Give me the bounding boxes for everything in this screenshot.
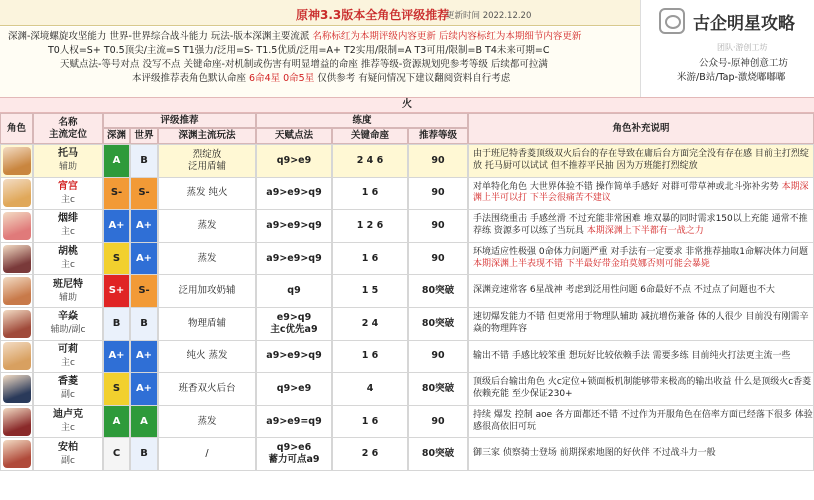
character-avatar xyxy=(0,242,33,276)
character-name-cell xyxy=(33,144,103,178)
table-row xyxy=(0,177,814,210)
character-name: 胡桃 xyxy=(58,246,78,258)
cons-cell: 2 4 xyxy=(332,307,408,341)
table-row xyxy=(0,274,814,307)
character-avatar xyxy=(0,437,33,471)
talent-cell: a9>e9>q9 xyxy=(256,340,332,374)
remark-cell xyxy=(468,242,814,276)
level-cell: 90 xyxy=(408,242,468,276)
character-role: 主c xyxy=(61,227,75,238)
remark-highlight: 本期深渊上半表现不错 下半最好带金珀莫娜否则可能会暴毙 xyxy=(473,258,710,269)
cons-cell: 1 6 xyxy=(332,340,408,374)
avatar xyxy=(3,375,31,403)
col-header-playstyle: 深渊主流玩法 xyxy=(158,128,256,144)
avatar xyxy=(3,212,31,240)
character-avatar xyxy=(0,340,33,374)
brand-line-1: 公众号-原神创意工坊 xyxy=(699,58,788,69)
remark-cell xyxy=(468,405,814,439)
table-row xyxy=(0,242,814,275)
remark-text: 对单特化角色 大世界体验不错 操作简单手感好 对群可带草神或北斗弥补劣势 xyxy=(473,181,782,192)
remark-text: 由于班尼特香菱顶级双火后台的存在导致在庸后台方面完全没有存在感 目前主打烈绽放 托马厨可以试试 但不推荐平民抽 因为万班能打烈绽放 xyxy=(473,149,809,171)
talent-cell: q9>e9 xyxy=(256,372,332,406)
character-name: 安柏 xyxy=(58,441,78,453)
character-role: 主c xyxy=(61,260,75,271)
abyss-grade: S+ xyxy=(103,274,130,308)
world-grade: B xyxy=(130,437,158,471)
talent-cell: a9>e9>q9 xyxy=(256,177,332,211)
character-role: 主c xyxy=(61,357,75,368)
table-row xyxy=(0,437,814,470)
remark-cell xyxy=(468,340,814,374)
col-header-abyss: 深渊 xyxy=(103,128,130,144)
talent-cell: a9>e9>q9 xyxy=(256,209,332,243)
abyss-grade: S xyxy=(103,242,130,276)
talent-cell: q9 xyxy=(256,274,332,308)
character-role: 副c xyxy=(61,455,75,466)
play-cell: 蒸发 xyxy=(158,405,256,439)
brand-box xyxy=(640,0,814,97)
talent-cell: e9>q9 主c优先a9 xyxy=(256,307,332,341)
character-name: 香菱 xyxy=(58,376,78,388)
cons-cell: 4 xyxy=(332,372,408,406)
avatar xyxy=(3,179,31,207)
table-row xyxy=(0,405,814,438)
brand-line-2: 米游/B站/Tap-激烧嘟嘟嘟 xyxy=(677,72,786,83)
remark-text: 环境适应性极强 0命体力问题严重 对手法有一定要求 非常推荐抽取1命解决体力问题 xyxy=(473,247,809,258)
world-grade: S- xyxy=(130,274,158,308)
note-line-2: T0人权=S+ T0.5顶尖/主流=S T1强力/泛用=S- T1.5优质/泛用=A+ T2实用/限制=A T3可用/限制=B T4未来可期=C xyxy=(48,45,550,56)
col-header-name: 名称 主流定位 xyxy=(33,113,103,144)
play-cell: 班香双火后台 xyxy=(158,372,256,406)
character-name: 宵宫 xyxy=(58,180,78,192)
remark-text: 手法围绕重击 手感丝滑 不过充能非常困难 堆双暴的同时需求150以上充能 通常不推荐练 资源多可以练了当玩具 xyxy=(473,214,808,236)
character-name: 烟绯 xyxy=(58,213,78,225)
col-header-remarks: 角色补充说明 xyxy=(468,113,814,144)
world-grade: B xyxy=(130,144,158,178)
col-header-talent: 天赋点法 xyxy=(256,128,332,144)
remark-text: 速切爆发能力不错 但更常用于物理队辅助 减抗增伤兼备 体的人很少 目前没有刚需辛焱的物理阵容 xyxy=(473,312,809,334)
title-bar xyxy=(0,0,640,26)
remark-cell xyxy=(468,437,814,471)
character-name-cell xyxy=(33,209,103,243)
play-cell: 物理盾辅 xyxy=(158,307,256,341)
world-grade: S- xyxy=(130,177,158,211)
talent-cell: a9>e9=q9 xyxy=(256,405,332,439)
character-avatar xyxy=(0,209,33,243)
world-grade: B xyxy=(130,307,158,341)
abyss-grade: S- xyxy=(103,177,130,211)
remark-text: 御三家 侦察骑士登场 前期探索地图的好伙伴 不过战斗力一般 xyxy=(473,448,716,459)
remark-highlight: 本期深渊上下半都有一战之力 xyxy=(586,225,704,236)
cons-cell: 2 4 6 xyxy=(332,144,408,178)
col-header-training: 练度 xyxy=(256,113,468,128)
cons-cell: 1 6 xyxy=(332,242,408,276)
level-cell: 80突破 xyxy=(408,307,468,341)
character-role: 主c xyxy=(61,423,75,434)
character-avatar xyxy=(0,274,33,308)
brand-subtitle: 团队·游创工坊 xyxy=(717,43,768,52)
level-cell: 90 xyxy=(408,340,468,374)
abyss-grade: C xyxy=(103,437,130,471)
remark-cell xyxy=(468,274,814,308)
world-grade: A+ xyxy=(130,340,158,374)
character-name-cell xyxy=(33,405,103,439)
play-cell: / xyxy=(158,437,256,471)
character-name-cell xyxy=(33,372,103,406)
remark-cell xyxy=(468,209,814,243)
play-cell: 蒸发 xyxy=(158,209,256,243)
character-name: 班尼特 xyxy=(53,278,83,290)
world-grade: A xyxy=(130,405,158,439)
update-time: 更新时间 2022.12.20 xyxy=(446,11,532,21)
level-cell: 80突破 xyxy=(408,437,468,471)
world-grade: A+ xyxy=(130,372,158,406)
character-avatar xyxy=(0,307,33,341)
character-role: 主c xyxy=(61,194,75,205)
level-cell: 90 xyxy=(408,144,468,178)
character-role: 辅助 xyxy=(58,162,77,173)
avatar xyxy=(3,342,31,370)
remark-cell xyxy=(468,307,814,341)
level-cell: 90 xyxy=(408,177,468,211)
col-header-level: 推荐等级 xyxy=(408,128,468,144)
level-cell: 90 xyxy=(408,405,468,439)
world-grade: A+ xyxy=(130,242,158,276)
play-cell: 蒸发 纯火 xyxy=(158,177,256,211)
col-header-role: 角色 xyxy=(0,113,33,144)
note-line-4: 本评级推荐表角色默认命座 6命4星 0命5星 仅供参考 有疑问情况下建议翻阅资料自行考虑 xyxy=(132,73,511,84)
brand-name: 古企明星攻略 xyxy=(693,14,795,34)
avatar xyxy=(3,147,31,175)
character-avatar xyxy=(0,177,33,211)
level-cell: 80突破 xyxy=(408,274,468,308)
play-cell: 泛用加攻奶辅 xyxy=(158,274,256,308)
remark-cell xyxy=(468,372,814,406)
play-cell: 烈绽放 泛用盾辅 xyxy=(158,144,256,178)
world-grade: A+ xyxy=(130,209,158,243)
abyss-grade: B xyxy=(103,307,130,341)
character-name-cell xyxy=(33,242,103,276)
remark-cell xyxy=(468,144,814,178)
col-header-constellation: 关键命座 xyxy=(332,128,408,144)
cons-cell: 1 6 xyxy=(332,405,408,439)
note-line-1: 深渊-深境螺旋攻坚能力 世界-世界综合战斗能力 玩法-版本深渊主要流派 名称标红为本期评级内容更新 后续内容标红为本期细节内容更新 xyxy=(8,31,582,42)
table-row xyxy=(0,209,814,242)
header xyxy=(0,0,814,97)
talent-cell: a9>e9>q9 xyxy=(256,242,332,276)
play-cell: 蒸发 xyxy=(158,242,256,276)
character-avatar xyxy=(0,372,33,406)
abyss-grade: S xyxy=(103,372,130,406)
character-role: 辅助 xyxy=(58,292,77,303)
abyss-grade: A+ xyxy=(103,340,130,374)
abyss-grade: A+ xyxy=(103,209,130,243)
character-name: 辛焱 xyxy=(58,311,78,323)
abyss-grade: A xyxy=(103,405,130,439)
character-name-cell xyxy=(33,437,103,471)
character-name-cell xyxy=(33,274,103,308)
cons-cell: 1 5 xyxy=(332,274,408,308)
col-header-world: 世界 xyxy=(130,128,158,144)
remark-text: 顶级后台输出角色 火c定位+锁面板机制能够带来极高的输出收益 什么是顶级火c香菱依赖充能 至少保证230+ xyxy=(473,377,812,399)
talent-cell: q9>e9 xyxy=(256,144,332,178)
remark-cell xyxy=(468,177,814,211)
character-name-cell xyxy=(33,340,103,374)
character-avatar xyxy=(0,405,33,439)
character-role: 辅助/副c xyxy=(50,325,86,336)
cons-cell: 1 2 6 xyxy=(332,209,408,243)
note-line-3: 天赋点法-等号对点 没写不点 关键命座-对机制或伤害有明显增益的命座 推荐等级-资源规划兜参考等级 后续都可拉满 xyxy=(60,59,548,70)
element-header: 火 xyxy=(0,97,814,113)
remark-text: 深渊竞速常客 6星战神 考虑到泛用性问题 6命最好不点 不过点了问题也不大 xyxy=(473,285,775,296)
cons-cell: 2 6 xyxy=(332,437,408,471)
table-row xyxy=(0,144,814,177)
table-row xyxy=(0,340,814,373)
remark-text: 持续 爆发 控制 aoe 各方面都还不错 不过作为开服角色在倍率方面已经落下很多 体验感很高依旧可玩 xyxy=(473,410,813,432)
cons-cell: 1 6 xyxy=(332,177,408,211)
page-title: 原神3.3版本全角色评级推荐 xyxy=(296,8,450,22)
remark-highlight: 本期深渊上半可以打 下半会很痛苦不建议 xyxy=(473,181,809,204)
avatar xyxy=(3,310,31,338)
col-header-rating: 评级推荐 xyxy=(103,113,256,128)
table-row xyxy=(0,372,814,405)
avatar xyxy=(3,408,31,436)
character-name: 可莉 xyxy=(58,343,78,355)
talent-cell: q9>e6 蓄力可点a9 xyxy=(256,437,332,471)
remark-text: 输出不错 手感比较笨重 想玩好比较依赖手法 需要多练 目前纯火打法更主流一些 xyxy=(473,350,791,361)
character-name-cell xyxy=(33,177,103,211)
character-name: 托马 xyxy=(58,148,78,160)
legend-notes xyxy=(0,27,640,97)
character-name: 迪卢克 xyxy=(53,409,83,421)
character-avatar xyxy=(0,144,33,178)
play-cell: 纯火 蒸发 xyxy=(158,340,256,374)
table-row xyxy=(0,307,814,340)
level-cell: 90 xyxy=(408,209,468,243)
avatar xyxy=(3,440,31,468)
character-name-cell xyxy=(33,307,103,341)
avatar xyxy=(3,277,31,305)
avatar xyxy=(3,245,31,273)
level-cell: 80突破 xyxy=(408,372,468,406)
brand-logo-icon xyxy=(659,8,685,34)
abyss-grade: A xyxy=(103,144,130,178)
character-role: 副c xyxy=(61,390,75,401)
